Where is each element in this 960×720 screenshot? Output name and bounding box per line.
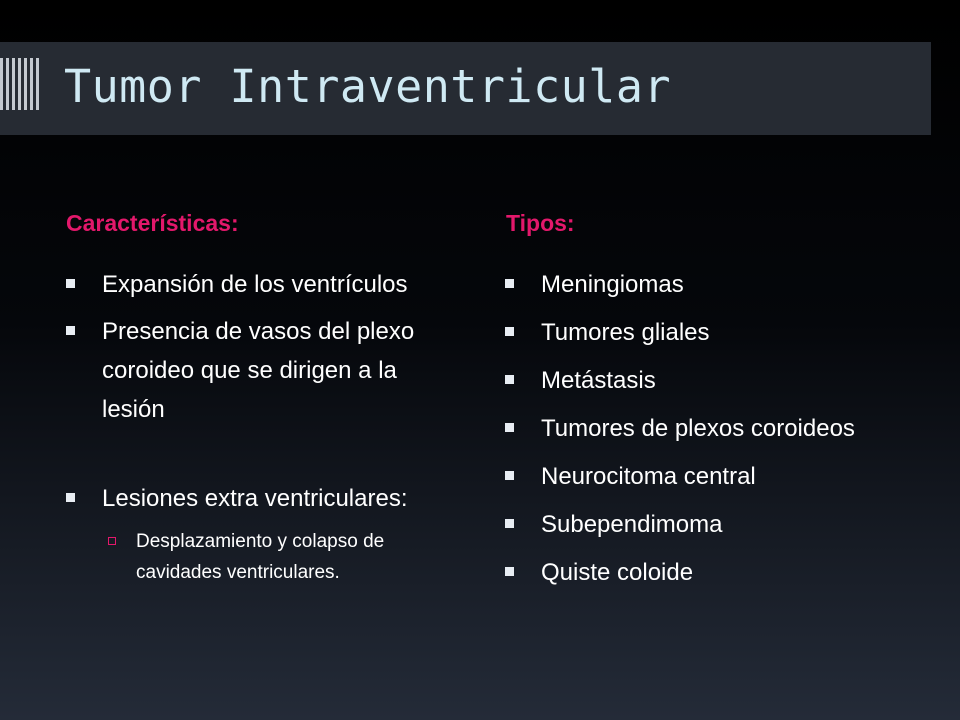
square-bullet-icon: [66, 493, 75, 502]
list-item: [541, 457, 861, 496]
square-bullet-icon: [505, 519, 514, 528]
list-item: [541, 505, 861, 544]
list-item: [541, 265, 861, 304]
characteristics-list: [102, 265, 447, 588]
types-heading: Tipos:: [506, 210, 575, 236]
square-bullet-icon: [505, 423, 514, 432]
square-bullet-icon: [505, 471, 514, 480]
list-item-text: Lesiones extra ventriculares:: [102, 485, 408, 512]
list-item: [541, 553, 861, 592]
list-item-text: Tumores gliales: [541, 319, 710, 346]
sub-list-item: [102, 526, 447, 588]
decorative-stripes: [0, 58, 40, 110]
slide-title: Tumor Intraventricular: [64, 60, 672, 113]
list-item-text: Presencia de vasos del plexo coroideo que se dirigen a la lesión: [102, 318, 415, 423]
list-item-text: Tumores de plexos coroideos: [541, 415, 855, 442]
square-bullet-icon: [66, 326, 75, 335]
square-bullet-icon: [505, 375, 514, 384]
list-item: [541, 409, 861, 448]
hollow-square-bullet-icon: [108, 537, 116, 545]
list-item-text: Metástasis: [541, 367, 656, 394]
square-bullet-icon: [66, 279, 75, 288]
square-bullet-icon: [505, 567, 514, 576]
sub-list-item-text: Desplazamiento y colapso de cavidades ventriculares.: [136, 531, 385, 583]
list-item: [102, 479, 447, 518]
list-item-text: Neurocitoma central: [541, 463, 756, 490]
list-item: [102, 265, 447, 304]
list-item: [541, 361, 861, 400]
list-item: [102, 312, 447, 429]
square-bullet-icon: [505, 279, 514, 288]
list-item: [541, 313, 861, 352]
list-item-text: Meningiomas: [541, 271, 684, 298]
types-list: [541, 265, 861, 601]
list-item-text: Quiste coloide: [541, 559, 694, 586]
characteristics-heading: Características:: [66, 210, 239, 236]
square-bullet-icon: [505, 327, 514, 336]
list-item-text: Subependimoma: [541, 511, 723, 538]
list-item-text: Expansión de los ventrículos: [102, 271, 408, 298]
